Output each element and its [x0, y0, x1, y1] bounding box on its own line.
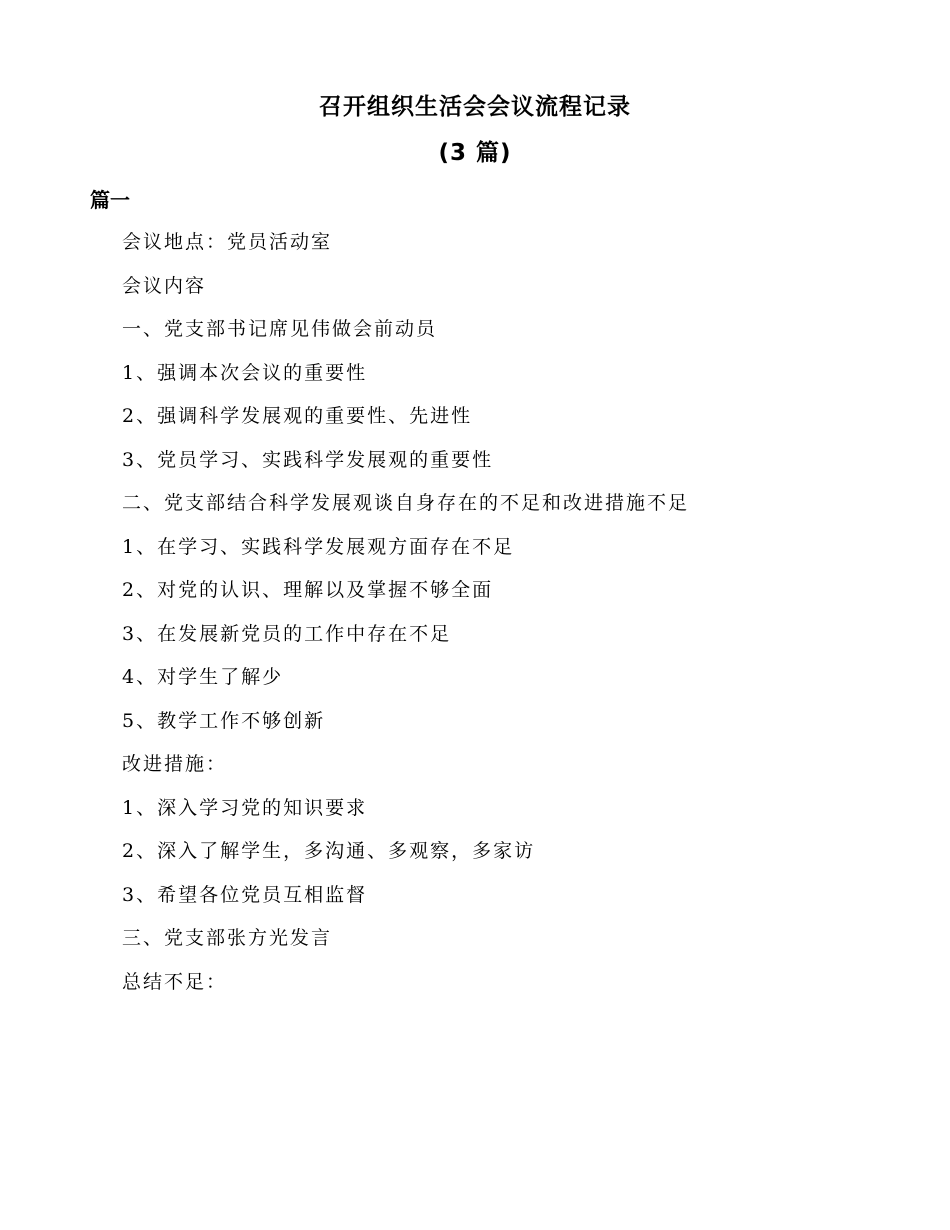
body-line: 会议地点：党员活动室 [122, 231, 333, 253]
body-line: 会议内容 [122, 274, 207, 297]
body-line: 1、在学习、实践科学发展观方面存在不足 [122, 535, 515, 558]
body-line: 2、强调科学发展观的重要性、先进性 [122, 405, 473, 427]
body-line: 1、深入学习党的知识要求 [122, 796, 368, 819]
body-line: 一、党支部书记席见伟做会前动员 [122, 318, 438, 340]
body-line: 3、希望各位党员互相监督 [122, 883, 368, 906]
document-title: 召开组织生活会会议流程记录 [319, 94, 631, 120]
body-line: 2、深入了解学生，多沟通、多观察，多家访 [122, 840, 536, 862]
body-line: 3、党员学习、实践科学发展观的重要性 [122, 448, 494, 471]
body-line: 三、党支部张方光发言 [122, 927, 333, 949]
body-line: 5、教学工作不够创新 [122, 709, 326, 732]
body-line: 二、党支部结合科学发展观谈自身存在的不足和改进措施不足 [122, 492, 690, 514]
document-body [122, 228, 689, 1011]
body-line: 2、对党的认识、理解以及掌握不够全面 [122, 579, 494, 601]
document-subtitle: (3 篇) [438, 140, 512, 166]
body-line: 3、在发展新党员的工作中存在不足 [122, 622, 452, 645]
body-line: 4、对学生了解少 [122, 666, 284, 688]
body-line: 改进措施： [122, 753, 228, 775]
body-line: 1、强调本次会议的重要性 [122, 361, 368, 384]
body-line: 总结不足： [122, 970, 228, 993]
section-heading: 篇一 [90, 188, 130, 212]
